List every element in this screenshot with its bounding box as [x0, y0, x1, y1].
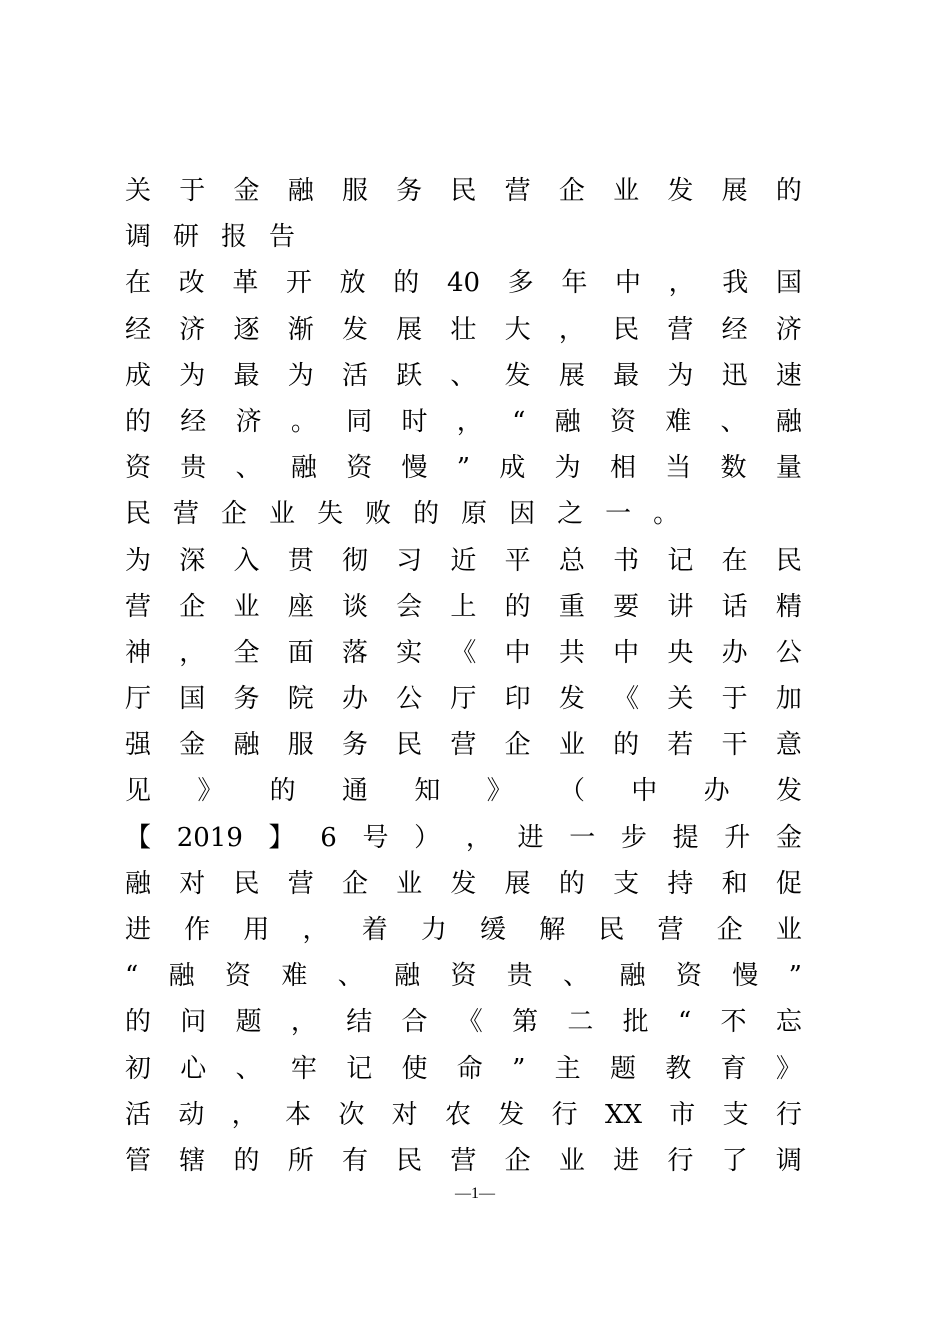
text-line: 初 心 、 牢 记 使 命 ” 主 题 教 育 》	[125, 1053, 802, 1084]
document-title	[125, 168, 802, 260]
text-line: 营 企 业 座 谈 会 上 的 重 要 讲 话 精	[125, 591, 802, 622]
text-line: 强 金 融 服 务 民 营 企 业 的 若 干 意	[125, 730, 802, 761]
text-line: 成 为 最 为 活 跃 、 发 展 最 为 迅 速	[125, 360, 802, 391]
text-line: 厅 国 务 院 办 公 厅 印 发 《 关 于 加	[125, 684, 802, 715]
text-line: 在 改 革 开 放 的 40 多 年 中 ， 我 国	[125, 268, 802, 299]
text-line: 神 ， 全 面 落 实 《 中 共 中 央 办 公	[125, 637, 802, 668]
document-text	[125, 260, 802, 1184]
title-line: 关 于 金 融 服 务 民 营 企 业 发 展 的	[125, 176, 802, 206]
text-line: 为 深 入 贯 彻 习 近 平 总 书 记 在 民	[125, 545, 802, 576]
text-line: 经 济 逐 渐 发 展 壮 大 ， 民 营 经 济	[125, 314, 802, 345]
text-line: 融 对 民 营 企 业 发 展 的 支 持 和 促	[125, 868, 802, 899]
text-line: 【 2019 】 6 号 ） ， 进 一 步 提 升 金	[125, 822, 802, 853]
text-line: 的 经 济 。 同 时 ， “ 融 资 难 、 融	[125, 406, 802, 437]
text-line: 进 作 用 ， 着 力 缓 解 民 营 企 业	[125, 915, 802, 945]
document-body	[125, 168, 802, 1184]
page-number: —1—	[455, 1185, 495, 1202]
text-line: 管 辖 的 所 有 民 营 企 业 进 行 了 调	[125, 1145, 802, 1176]
text-line: “ 融 资 难 、 融 资 贵 、 融 资 慢 ”	[125, 961, 802, 992]
text-line: 资 贵 、 融 资 慢 ” 成 为 相 当 数 量	[125, 453, 802, 484]
text-line: 的 问 题 ， 结 合 《 第 二 批 “ 不 忘	[125, 1007, 802, 1038]
title-line: 调 研 报 告	[125, 222, 296, 253]
text-line: 民 营 企 业 失 败 的 原 因 之 一 。	[125, 499, 680, 530]
text-line: 见 》 的 通 知 》 （ 中 办 发	[125, 776, 802, 807]
text-line: 活 动 ， 本 次 对 农 发 行 XX 市 支 行	[125, 1099, 802, 1130]
